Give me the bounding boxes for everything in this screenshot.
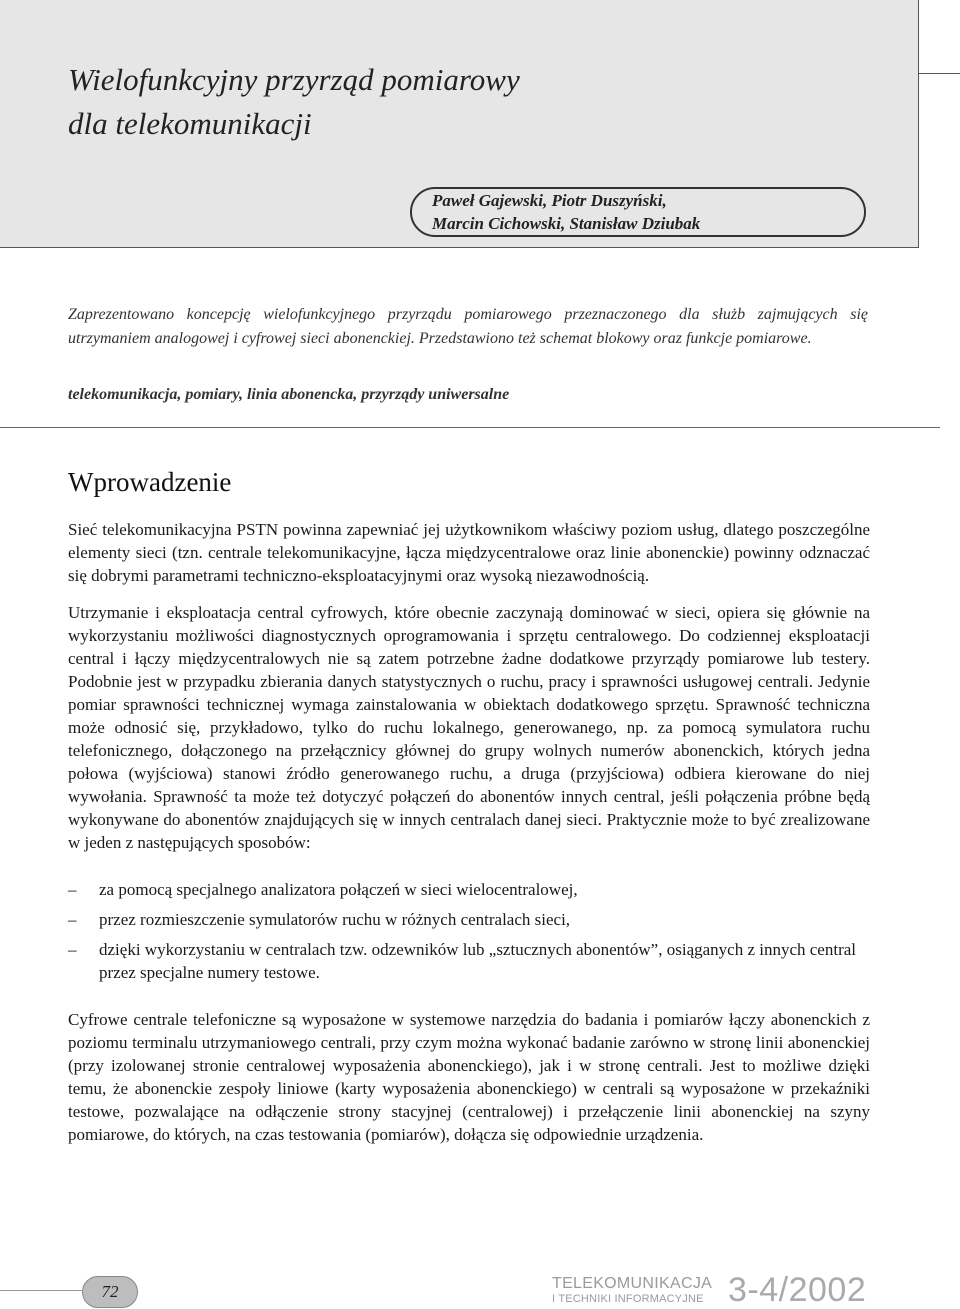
page-number: 72 bbox=[82, 1276, 138, 1308]
header-edge-tick bbox=[919, 73, 960, 74]
list-item-text: za pomocą specjalnego analizatora połączeń w sieci wielocentralowej, bbox=[99, 880, 578, 899]
article-title bbox=[68, 58, 520, 146]
title-line-2: dla telekomunikacji bbox=[68, 106, 312, 141]
list-dash: – bbox=[68, 910, 77, 929]
title-line-1: Wielofunkcyjny przyrząd pomiarowy bbox=[68, 62, 520, 97]
list-item bbox=[68, 878, 870, 901]
section-heading: Wprowadzenie bbox=[68, 467, 232, 497]
abstract-text: Zaprezentowano koncepcję wielofunkcyjnego przyrządu pomiarowego przeznaczonego dla służb zajmujących się utrzymaniem analogowej i cyfrowej sieci abonenckiej. Przedstawiono też schemat blokowy oraz funkcje pomiarowe. bbox=[68, 306, 868, 347]
list-item-text: przez rozmieszczenie symulatorów ruchu w różnych centralach sieci, bbox=[99, 910, 571, 929]
journal-name-line-2: I TECHNIKI INFORMACYJNE bbox=[552, 1293, 704, 1305]
authors-line-1: Paweł Gajewski, Piotr Duszyński, bbox=[432, 191, 667, 210]
list-item-text: dzięki wykorzystaniu w centralach tzw. odzewników lub „sztucznych abonentów”, osiąganych z innych central przez specjalne numery testowe. bbox=[99, 940, 857, 982]
authors bbox=[432, 189, 700, 235]
list-item bbox=[68, 938, 870, 984]
paragraph: Sieć telekomunikacyjna PSTN powinna zapewniać jej użytkownikom właściwy poziom usług, dlatego poszczególne elementy sieci (tzn. centrale telekomunikacyjne, łącza międzycentralowe oraz linie abonenckie) powinny odznaczać się dobrymi parametrami techniczno-eksploatacyjnymi oraz wysoką niezawodnością. bbox=[68, 520, 870, 585]
section-divider bbox=[0, 427, 940, 428]
issue-number: 3-4/2002 bbox=[728, 1271, 867, 1309]
list-dash: – bbox=[68, 940, 77, 959]
list-item bbox=[68, 908, 870, 931]
authors-line-2: Marcin Cichowski, Stanisław Dziubak bbox=[432, 214, 701, 233]
list-dash: – bbox=[68, 880, 77, 899]
footer-rule bbox=[0, 1290, 82, 1291]
paragraph: Cyfrowe centrale telefoniczne są wyposażone w systemowe narzędzia do badania i pomiarów łączy abonenckich z poziomu terminalu utrzymaniowego centrali, przy czym można wykonać badanie zarówno w stronę linii abonenckiej (przy izolowanej stronie centralowej wyposażenia abonenckiego), jak i w stronę centrali. Jest to możliwe dzięki temu, że abonenckie zespoły liniowe (karty wyposażenia abonenckiego) w centrali są wyposażone w przekaźniki testowe, pozwalające na odłączenie strony stacyjnej (centralowej) i przełączenie linii abonenckiej na szyny pomiarowe, do których, na czas testowania (pomiarów), dołącza się odpowiednie urządzenia. bbox=[68, 1010, 870, 1144]
journal-name bbox=[552, 1276, 712, 1306]
keywords: telekomunikacja, pomiary, linia abonencka, przyrządy uniwersalne bbox=[68, 386, 510, 403]
journal-name-line-1: TELEKOMUNIKACJA bbox=[552, 1275, 713, 1292]
method-list bbox=[68, 878, 870, 984]
article-body bbox=[68, 518, 870, 1160]
paragraph: Utrzymanie i eksploatacja central cyfrowych, które obecnie zaczynają dominować w sieci, opiera się głównie na wykorzystaniu możliwości diagnostycznych oprogramowania i sprzętu centralowego. Do codziennej eksploatacji central i łączy międzycentralowych nie są zatem potrzebne żadne dodatkowe przyrządy pomiarowe lub testery. Podobnie jest w przypadku zbierania danych statystycznych o ruchu, pracy i sprawności usługowej centrali. Jedynie pomiar sprawności technicznej wymaga zainstalowania w obiektach dodatkowego sprzętu. Sprawność techniczna może odnosić się, przykładowo, tylko do ruchu lokalnego, generowanego, np. za pomocą symulatora ruchu telefonicznego, dołączonego na przełącznicy głównej do grupy wolnych numerów abonenckich, których jedna połowa (wyjściowa) stanowi źródło generowanego ruchu, a druga (przyjściowa) odbiera kierowane do niej wywołania. Sprawność ta może też dotyczyć połączeń do abonentów innych central, jeśli połączenia próbne będą wykonywane do abonentów znajdujących się w innych centralach danej sieci. Praktycznie może to być zrealizowane w jeden z następujących sposobów: bbox=[68, 603, 870, 852]
